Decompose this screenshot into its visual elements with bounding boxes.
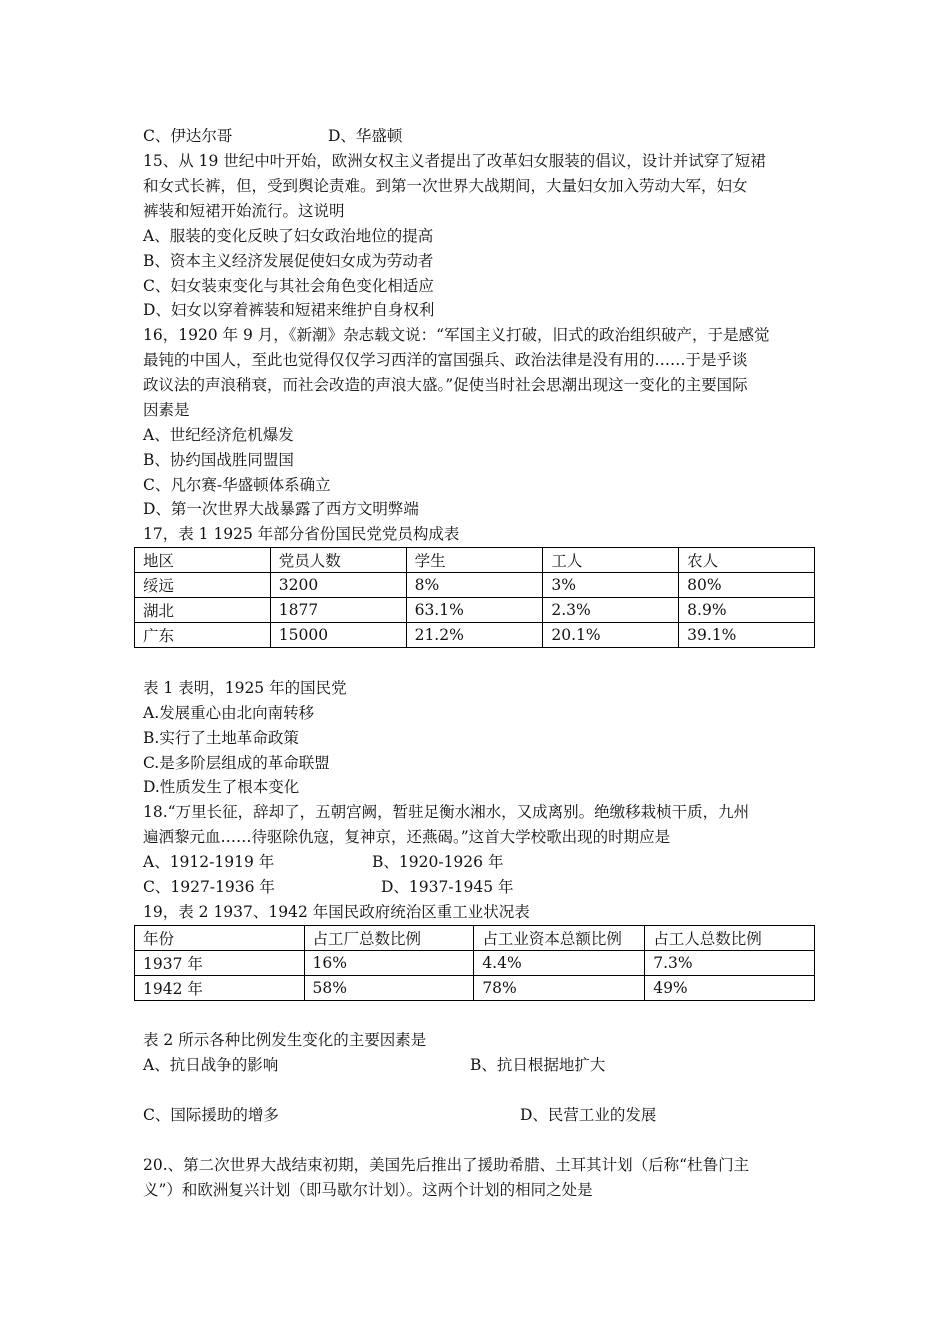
table-cell: 1942 年 <box>135 976 305 1001</box>
table-cell: 15000 <box>270 623 406 648</box>
table-row <box>135 951 815 976</box>
table-2-header-cell: 占工厂总数比例 <box>304 926 474 951</box>
q17-option-c: C.是多阶层组成的革命联盟 <box>143 754 330 772</box>
q17-option-d: D.性质发生了根本变化 <box>143 778 300 796</box>
q19-caption: 19，表 2 1937、1942 年国民政府统治区重工业状况表 <box>143 903 530 921</box>
q14-option-d: D、华盛顿 <box>328 127 403 145</box>
table-1-header-cell: 学生 <box>406 548 543 573</box>
table-cell: 绥远 <box>135 573 271 598</box>
table-2-header-cell: 年份 <box>135 926 305 951</box>
q18-stem-line-2: 遍洒黎元血……待驱除仇寇，复神京，还燕碣。”这首大学校歌出现的时期应是 <box>143 828 671 846</box>
q15-stem-line-1: 15、从 19 世纪中叶开始，欧洲女权主义者提出了改革妇女服装的倡议，设计并试穿了短裙 <box>143 152 766 170</box>
table-cell: 20.1% <box>543 623 679 648</box>
table-1-header-cell: 地区 <box>135 548 271 573</box>
q19-stem: 表 2 所示各种比例发生变化的主要因素是 <box>143 1031 427 1049</box>
table-cell: 78% <box>474 976 645 1001</box>
table-row <box>135 623 815 648</box>
q18-option-b: B、1920-1926 年 <box>372 853 504 871</box>
table-row <box>135 598 815 623</box>
table-cell: 63.1% <box>406 598 543 623</box>
q16-option-a: A、世纪经济危机爆发 <box>143 426 294 444</box>
table-cell: 1937 年 <box>135 951 305 976</box>
table-cell: 广东 <box>135 623 271 648</box>
table-2-header-cell: 占工业资本总额比例 <box>474 926 645 951</box>
table-cell: 7.3% <box>645 951 815 976</box>
q14-option-c: C、伊达尔哥 <box>143 127 233 145</box>
q15-option-d: D、妇女以穿着裤装和短裙来维护自身权利 <box>143 301 435 319</box>
table-1-header-cell: 党员人数 <box>270 548 406 573</box>
q18-option-c: C、1927-1936 年 <box>143 878 275 896</box>
table-cell: 21.2% <box>406 623 543 648</box>
table-1-header-row <box>135 548 815 573</box>
table-row <box>135 976 815 1001</box>
table-1-header-cell: 工人 <box>543 548 679 573</box>
table-cell: 80% <box>679 573 815 598</box>
q17-stem: 表 1 表明，1925 年的国民党 <box>143 679 347 697</box>
q16-stem-line-3: 政议法的声浪稍衰，而社会改造的声浪大盛。”促使当时社会思潮出现这一变化的主要国际 <box>143 376 748 394</box>
q18-option-a: A、1912-1919 年 <box>143 853 275 871</box>
table-1 <box>134 547 815 648</box>
table-cell: 4.4% <box>474 951 645 976</box>
table-2-header-cell: 占工人总数比例 <box>645 926 815 951</box>
table-cell: 3200 <box>270 573 406 598</box>
q20-stem-line-2: 义”）和欧洲复兴计划（即马歇尔计划）。这两个计划的相同之处是 <box>143 1181 593 1199</box>
table-cell: 49% <box>645 976 815 1001</box>
q17-option-a: A.发展重心由北向南转移 <box>143 704 315 722</box>
q18-option-d: D、1937-1945 年 <box>381 878 514 896</box>
q17-option-b: B.实行了土地革命政策 <box>143 729 299 747</box>
q15-option-b: B、资本主义经济发展促使妇女成为劳动者 <box>143 252 434 270</box>
q20-stem-line-1: 20.、第二次世界大战结束初期，美国先后推出了援助希腊、土耳其计划（后称“杜鲁门主 <box>143 1156 750 1174</box>
q15-stem-line-2: 和女式长裤，但，受到舆论责难。到第一次世界大战期间，大量妇女加入劳动大军，妇女 <box>143 177 748 195</box>
table-cell: 16% <box>304 951 474 976</box>
q15-stem-line-3: 裤装和短裙开始流行。这说明 <box>143 202 345 220</box>
q16-option-d: D、第一次世界大战暴露了西方文明弊端 <box>143 500 419 518</box>
table-cell: 58% <box>304 976 474 1001</box>
q19-option-d: D、民营工业的发展 <box>520 1106 657 1124</box>
table-cell: 39.1% <box>679 623 815 648</box>
q16-stem-line-1: 16，1920 年 9 月，《新潮》杂志载文说：“军国主义打破，旧式的政治组织破产，于是感觉 <box>143 326 770 344</box>
q15-option-a: A、服装的变化反映了妇女政治地位的提高 <box>143 227 434 245</box>
table-row <box>135 573 815 598</box>
q19-option-b: B、抗日根据地扩大 <box>470 1056 606 1074</box>
q18-stem-line-1: 18.“万里长征，辞却了，五朝宫阙，暂驻足衡水湘水，又成离别。绝缴移栽桢干质，九州 <box>143 803 750 821</box>
q19-option-a: A、抗日战争的影响 <box>143 1056 279 1074</box>
q19-option-c: C、国际援助的增多 <box>143 1106 279 1124</box>
q16-stem-line-2: 最钝的中国人，至此也觉得仅仅学习西洋的富国强兵、政治法律是没有用的……于是乎谈 <box>143 351 748 369</box>
table-cell: 湖北 <box>135 598 271 623</box>
q15-option-c: C、妇女装束变化与其社会角色变化相适应 <box>143 277 434 295</box>
table-1-header-cell: 农人 <box>679 548 815 573</box>
q16-stem-line-4: 因素是 <box>143 401 190 419</box>
table-cell: 2.3% <box>543 598 679 623</box>
q16-option-c: C、凡尔赛-华盛顿体系确立 <box>143 476 331 494</box>
table-2 <box>134 925 815 1001</box>
table-cell: 1877 <box>270 598 406 623</box>
q16-option-b: B、协约国战胜同盟国 <box>143 451 294 469</box>
table-2-header-row <box>135 926 815 951</box>
table-cell: 3% <box>543 573 679 598</box>
table-cell: 8% <box>406 573 543 598</box>
q17-caption: 17，表 1 1925 年部分省份国民党党员构成表 <box>143 525 460 543</box>
table-cell: 8.9% <box>679 598 815 623</box>
